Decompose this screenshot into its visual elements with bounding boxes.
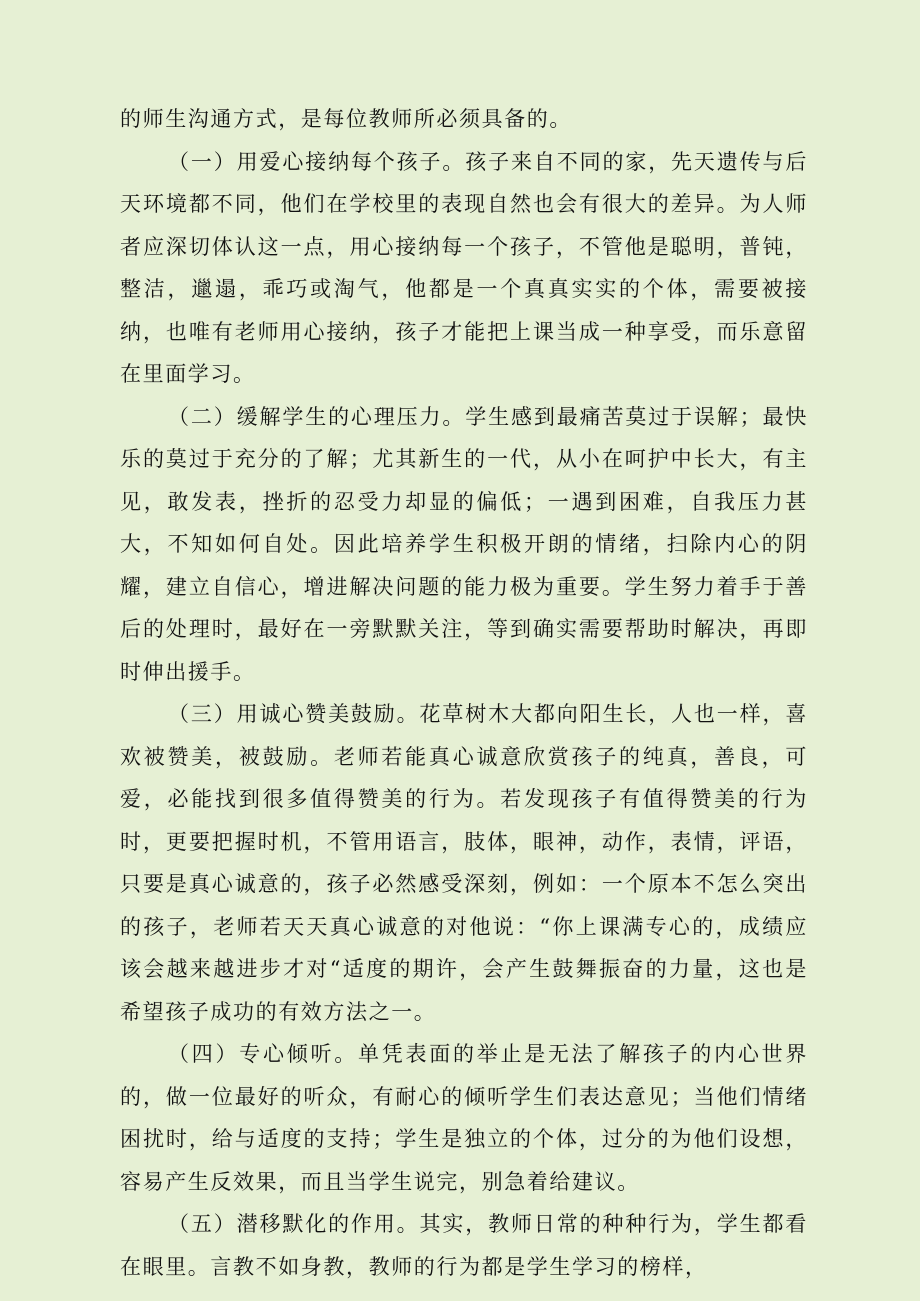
paragraph-section-1: （一）用爱心接纳每个孩子。孩子来自不同的家，先天遗传与后天环境都不同，他们在学校里的表现自然也会有很大的差异。为人师者应深切体认这一点，用心接纳每一个孩子，不管他是聪明，普钝，整洁，邋遢，乖巧或淘气，他都是一个真真实实的个体，需要被接纳，也唯有老师用心接纳，孩子才能把上课当成一种享受，而乐意留在里面学习。 xyxy=(120,149,808,386)
paragraph-section-4: （四）专心倾听。单凭表面的举止是无法了解孩子的内心世界的，做一位最好的听众，有耐心的倾听学生们表达意见；当他们情绪困扰时，给与适度的支持；学生是独立的个体，过分的为他们设想，容易产生反效果，而且当学生说完，别急着给建议。 xyxy=(120,1042,808,1194)
paragraph-section-3: （三）用诚心赞美鼓励。花草树木大都向阳生长，人也一样，喜欢被赞美，被鼓励。老师若能真心诚意欣赏孩子的纯真，善良，可爱，必能找到很多值得赞美的行为。若发现孩子有值得赞美的行为时，更要把握时机，不管用语言，肢体，眼神，动作，表情，评语，只要是真心诚意的，孩子必然感受深刻，例如：一个原本不怎么突出的孩子，老师若天天真心诚意的对他说：“你上课满专心的，成绩应该会越来越进步才对“适度的期许，会产生鼓舞振奋的力量，这也是希望孩子成功的有效方法之一。 xyxy=(120,702,808,1024)
paragraph-section-5: （五）潜移默化的作用。其实，教师日常的种种行为，学生都看在眼里。言教不如身教，教师的行为都是学生学习的榜样， xyxy=(120,1212,808,1279)
paragraph-section-2: （二）缓解学生的心理压力。学生感到最痛苦莫过于误解；最快乐的莫过于充分的了解；尤其新生的一代，从小在呵护中长大，有主见，敢发表，挫折的忍受力却显的偏低；一遇到困难，自我压力甚大，不知如何自处。因此培养学生积极开朗的情绪，扫除内心的阴耀，建立自信心，增进解决问题的能力极为重要。学生努力着手于善后的处理时，最好在一旁默默关注，等到确实需要帮助时解决，再即时伸出援手。 xyxy=(120,404,808,684)
paragraph-continuation: 的师生沟通方式，是每位教师所必须具备的。 xyxy=(120,107,572,131)
